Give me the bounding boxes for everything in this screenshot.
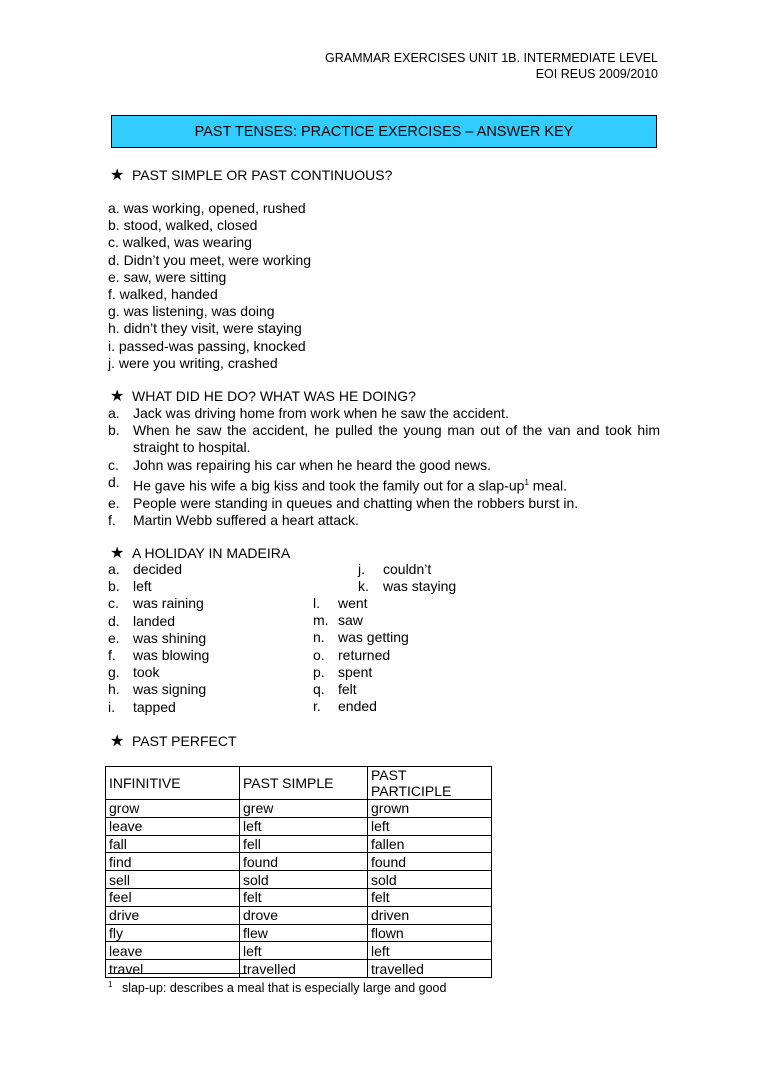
list-item: f. Martin Webb suffered a heart attack.	[108, 511, 359, 528]
list-item: e. saw, were sitting	[108, 268, 227, 285]
list-item: b. stood, walked, closed	[108, 217, 258, 234]
verb-table	[105, 766, 492, 978]
column-header: INFINITIVE	[106, 767, 240, 800]
list-item: d. He gave his wife a big kiss and took the family out for a slap-$up^1$ meal.	[108, 473, 568, 494]
page-header	[325, 50, 658, 82]
table-row: fly flew flown	[106, 924, 492, 942]
list-item: d. landed	[108, 612, 176, 629]
star-icon: ★	[110, 388, 125, 405]
section-1-heading: ★ PAST SIMPLE OR PAST CONTINUOUS?	[110, 167, 393, 184]
footnote-reference: 1	[524, 477, 529, 487]
table-row: drive drove driven	[106, 906, 492, 924]
list-item: o. returned	[313, 646, 391, 663]
list-item: a. was working, opened, rushed	[108, 200, 306, 216]
section-2-list	[108, 405, 660, 529]
section-4-heading: ★ PAST PERFECT	[110, 733, 237, 750]
list-item: c. was raining	[108, 595, 204, 612]
list-item: h. didn’t they visit, were staying	[108, 320, 302, 337]
column-header: PAST SIMPLE	[240, 767, 368, 800]
list-item: p. spent	[313, 663, 373, 680]
list-item: e. was shining	[108, 629, 207, 646]
table-row: fall fell fallen	[106, 835, 492, 853]
header-line-1: GRAMMAR EXERCISES UNIT 1B. INTERMEDIATE LEVEL	[325, 51, 658, 65]
footnote-text: slap-up: describes a meal that is especially large and good	[121, 981, 447, 996]
list-item: c. John was repairing his car when he heard the good news.	[108, 456, 491, 473]
section-3-right-column	[313, 595, 409, 715]
list-item: f. was blowing	[108, 647, 210, 664]
footnote-mark: 1	[108, 980, 113, 989]
list-item: f. walked, handed	[108, 286, 218, 303]
list-item: e. People were standing in queues and chatting when the robbers burst in.	[108, 494, 579, 511]
section-2-heading: ★ WHAT DID HE DO? WHAT WAS HE DOING?	[110, 388, 416, 405]
list-item: b. left	[108, 578, 152, 595]
list-item: c. walked, was wearing	[108, 234, 252, 251]
page-title: PAST TENSES: PRACTICE EXERCISES – ANSWER KEY	[111, 115, 657, 148]
table-row: sell sold sold	[106, 871, 492, 889]
list-item: l. went	[313, 595, 368, 611]
list-item: g. was listening, was doing	[108, 303, 275, 320]
list-item: j. were you writing, crashed	[108, 354, 278, 371]
section-1-list	[108, 200, 311, 372]
list-item: m. saw	[313, 612, 363, 629]
table-row: leave left left	[106, 817, 492, 835]
list-item: k. was staying	[358, 578, 457, 595]
list-item: q. felt	[313, 681, 357, 698]
list-item: j. couldn’t	[358, 561, 432, 577]
list-item: r. ended	[313, 698, 377, 715]
table-row: feel felt felt	[106, 888, 492, 906]
star-icon: ★	[110, 733, 125, 750]
column-header: PAST PARTICIPLE	[368, 767, 492, 800]
table-row: find found found	[106, 853, 492, 871]
section-3-left-column	[108, 561, 209, 716]
table-row: leave left left	[106, 942, 492, 960]
footnote-separator	[108, 973, 246, 974]
list-item: h. was signing	[108, 681, 207, 698]
header-line-2: EOI REUS 2009/2010	[535, 67, 658, 81]
star-icon: ★	[110, 545, 125, 562]
table-row: grow grew grown	[106, 800, 492, 818]
footnote	[108, 980, 446, 995]
list-item: a. Jack was driving home from work when he saw the accident.	[108, 405, 509, 421]
section-3-right-top-column	[358, 561, 456, 595]
list-item: i. passed-was passing, knocked	[108, 337, 306, 354]
list-item: d. Didn’t you meet, were working	[108, 251, 312, 268]
section-3-heading: ★ A HOLIDAY IN MADEIRA	[110, 545, 291, 562]
list-item: g. took	[108, 664, 160, 681]
table-row: travel travelled travelled	[106, 960, 492, 978]
list-item: i. tapped	[108, 698, 176, 715]
list-item: n. was getting	[313, 629, 409, 646]
list-item: a. decided	[108, 561, 183, 577]
list-item: b. When he saw the accident, he pulled the young man out of the van and took him straight to hospital.	[108, 422, 660, 456]
star-icon: ★	[110, 167, 125, 184]
table-header-row	[106, 767, 492, 800]
